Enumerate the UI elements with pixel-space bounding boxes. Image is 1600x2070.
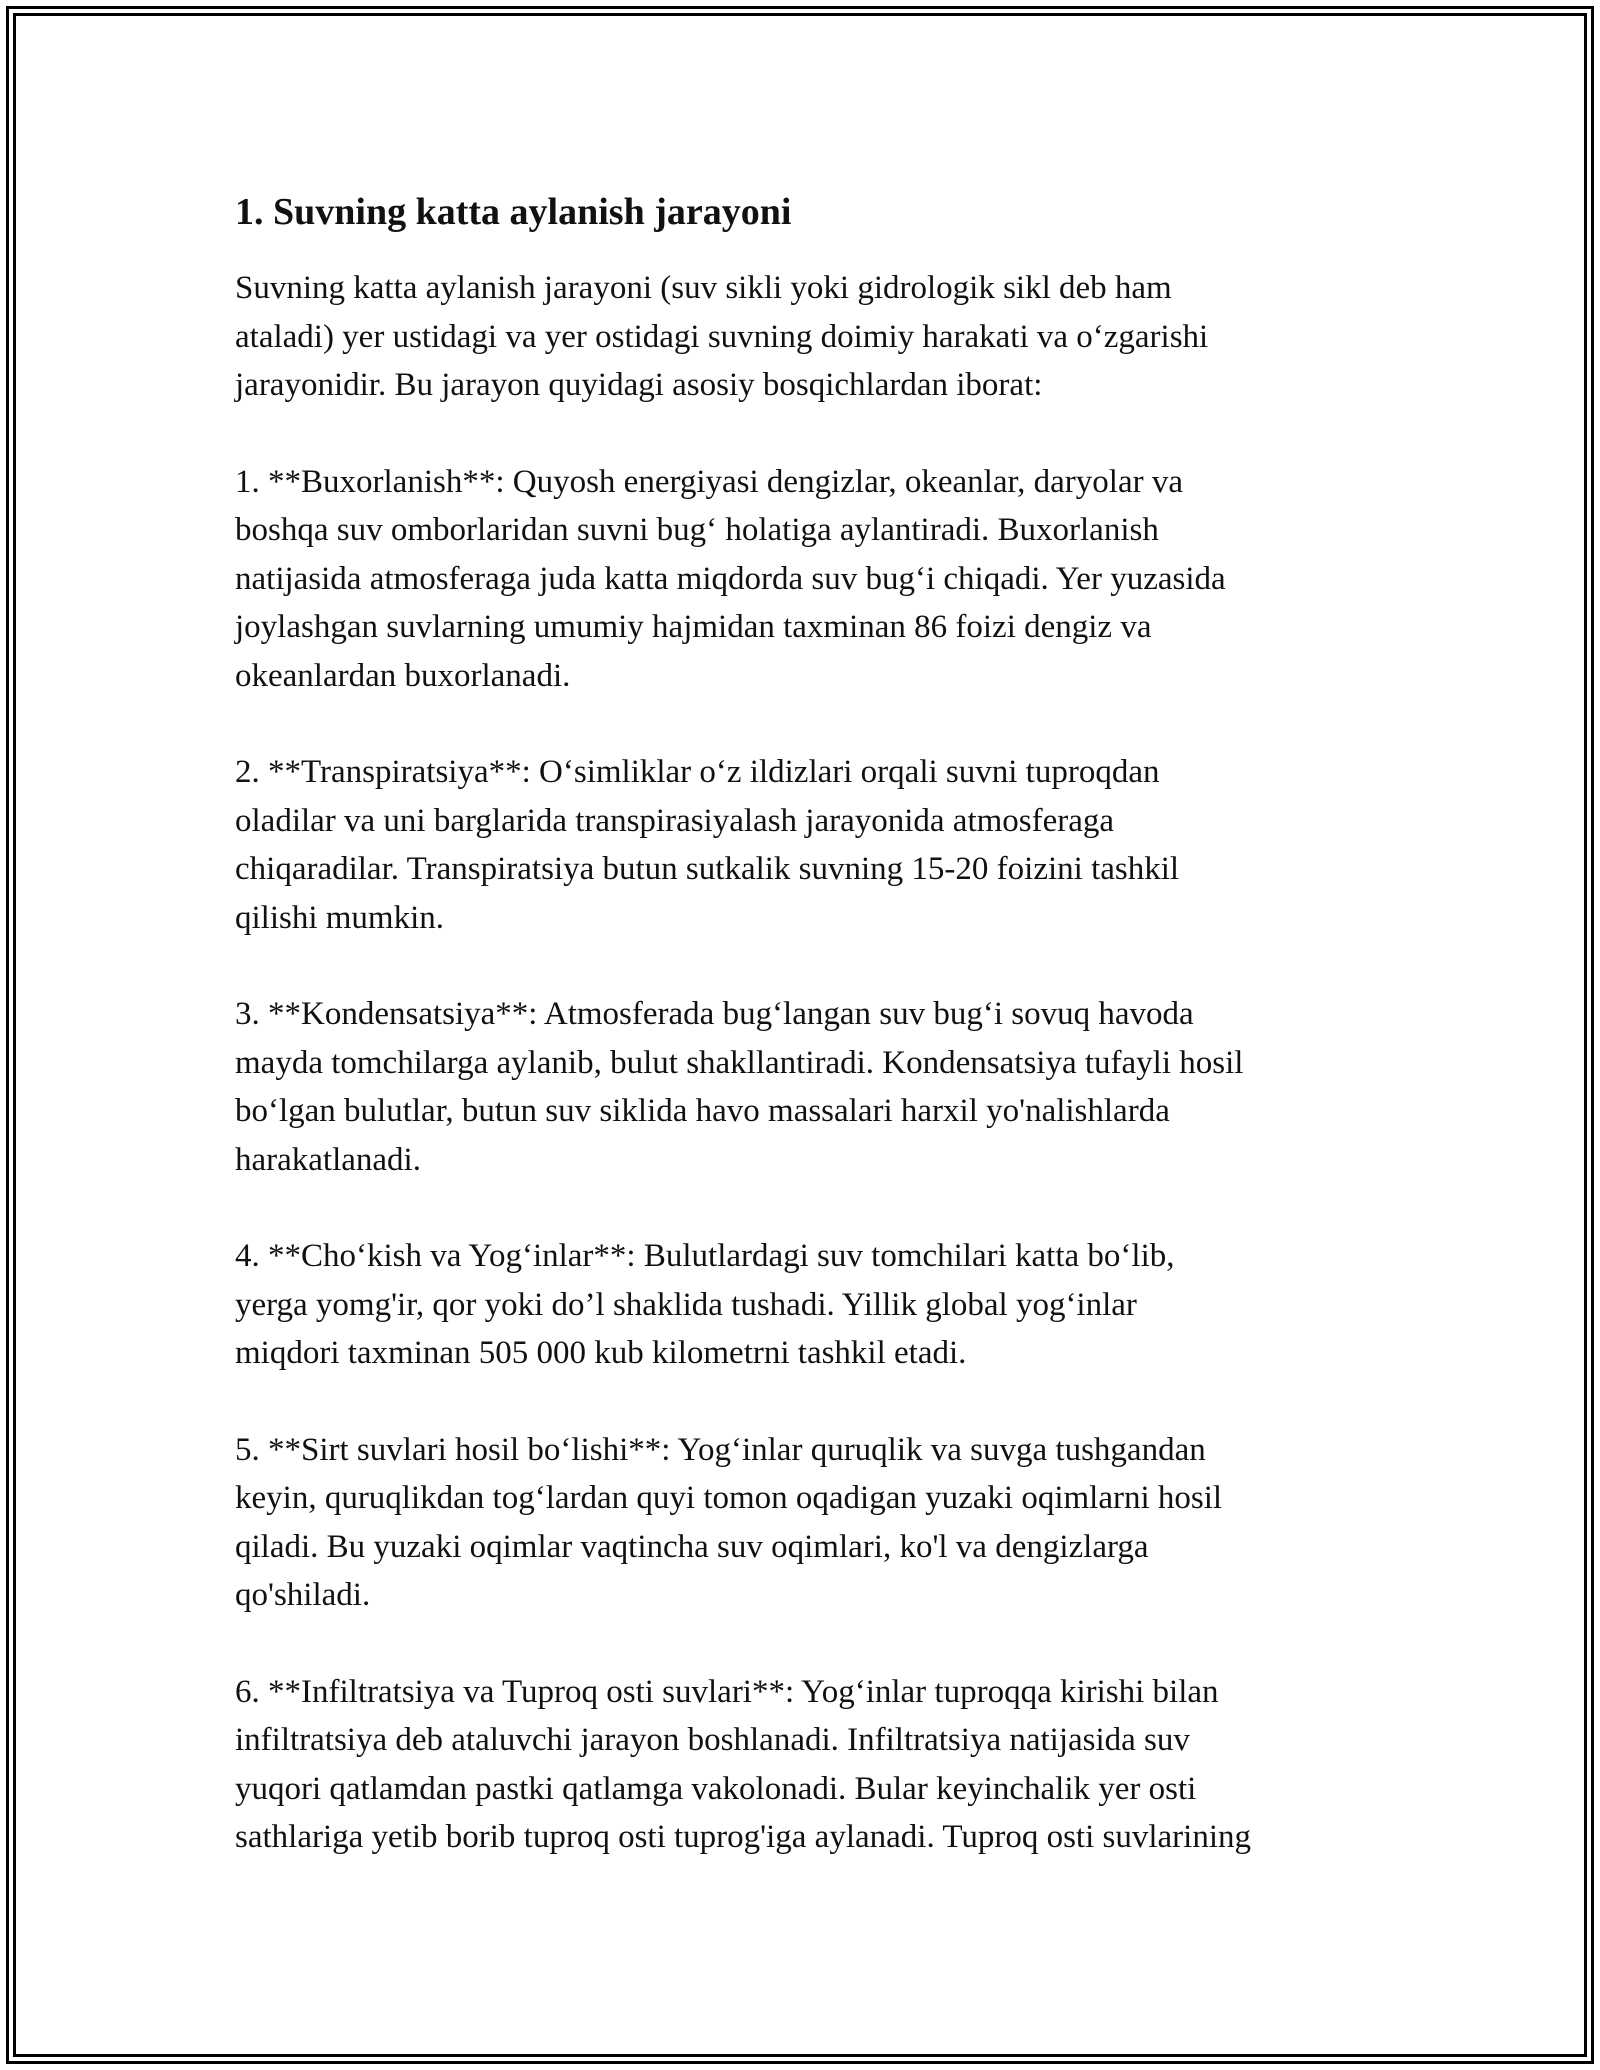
document-title: 1. Suvning katta aylanish jarayoni [235, 191, 792, 233]
paragraph-surface-water: 5. **Sirt suvlari hosil bo‘lishi**: Yog‘inlar quruqlik va suvga tushgandan keyin, quruqlikdan tog‘lardan quyi tomon oqadigan yuzaki oqimlarni hosil qiladi. Bu yuzaki oqimlar vaqtincha suv oqimlari, ko'l va dengizlarga qo'shiladi. [235, 1431, 1223, 1613]
document-body [235, 186, 1385, 1910]
intro-paragraph: Suvning katta aylanish jarayoni (suv sikli yoki gidrologik sikl deb ham ataladi) yer ustidagi va yer ostidagi suvning doimiy harakati va o‘zgarishi jarayonidir. Bu jarayon quyidagi asosiy bosqichlardan iborat: [235, 270, 1209, 403]
paragraph-infiltration: 6. **Infiltratsiya va Tuproq osti suvlari**: Yog‘inlar tuproqqa kirishi bilan infiltratsiya deb ataluvchi jarayon boshlanadi. Infiltratsiya natijasida suv yuqori qatlamdan pastki qatlamga vakolonadi. Bular keyinchalik yer osti sathlariga yetib borib tuproq osti tuprog'iga aylanadi. Tuproq osti suvlarining [235, 1673, 1252, 1855]
paragraph-condensation: 3. **Kondensatsiya**: Atmosferada bug‘langan suv bug‘i sovuq havoda mayda tomchilarga aylanib, bulut shakllantiradi. Kondensatsiya tufayli hosil bo‘lgan bulutlar, butun suv siklida havo massalari harxil yo'nalishlarda harakatlanadi. [235, 996, 1244, 1178]
paragraph-evaporation: 1. **Buxorlanish**: Quyosh energiyasi dengizlar, okeanlar, daryolar va boshqa suv omborlaridan suvni bug‘ holatiga aylantiradi. Buxorlanish natijasida atmosferaga juda katta miqdorda suv bug‘i chiqadi. Yer yuzasida joylashgan suvlarning umumiy hajmidan taxminan 86 foizi dengiz va okeanlardan buxorlanadi. [235, 463, 1226, 694]
paragraph-transpiration: 2. **Transpiratsiya**: O‘simliklar o‘z ildizlari orqali suvni tuproqdan oladilar va uni barglarida transpirasiyalash jarayonida atmosferaga chiqaradilar. Transpiratsiya butun sutkalik suvning 15-20 foizini tashkil qilishi mumkin. [235, 754, 1180, 936]
paragraph-precipitation: 4. **Cho‘kish va Yog‘inlar**: Bulutlardagi suv tomchilari katta bo‘lib, yerga yomg'ir, qor yoki do’l shaklida tushadi. Yillik global yog‘inlar miqdori taxminan 505 000 kub kilometrni tashkil etadi. [235, 1238, 1175, 1371]
